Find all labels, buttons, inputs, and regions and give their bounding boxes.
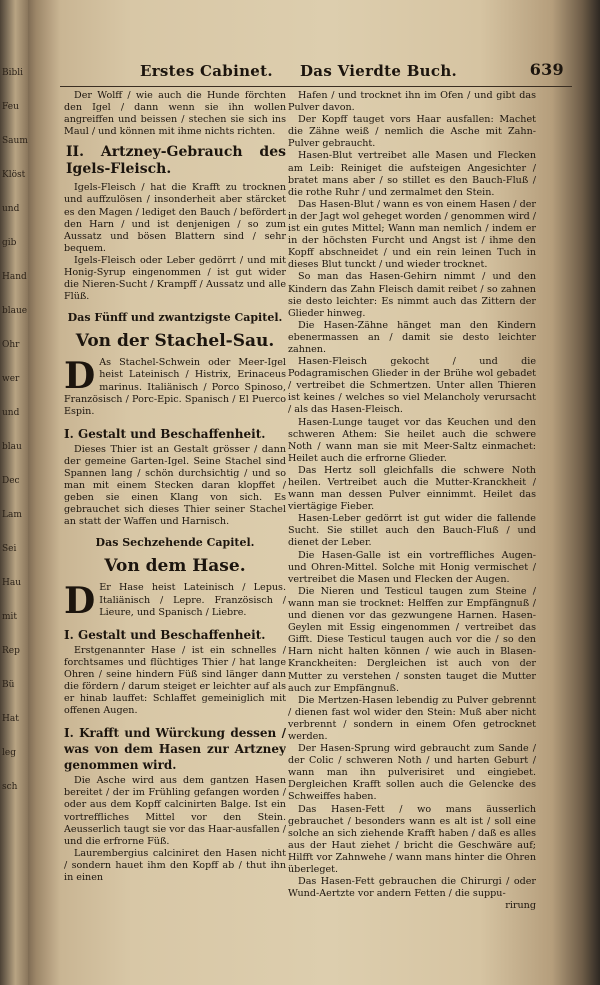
paragraph: Die Asche wird aus dem gantzen Hasen bereitet / der im Frühling gefangen worden / oder aus dem Kopff calcinirten Balge. Ist ein vortreffliches Mittel vor den Stein. Aeusserlich taugt sie vor das Haar-ausfallen / und die erfrorne Füß. — [64, 775, 286, 847]
paragraph: Hasen-Fleisch gekocht / und die Podagramischen Glieder in der Brühe wol gebadet / vertreibet die Schmertzen. Unter allen Thieren ist keines / welches so viel Melancholy verursacht / als das Hasen-Fleisch. — [288, 356, 536, 416]
paragraph: Hasen-Blut vertreibet alle Masen und Flecken am Leib: Reiniget die aufsteigen Angesichter / bratet mans aber / so stillet es den Bauch-Fluß / die rothe Ruhr / und zermalmet den Stein. — [288, 150, 536, 198]
running-header — [128, 60, 578, 86]
paragraph: Die Hasen-Zähne hänget man den Kindern ebenermassen an / damit sie desto leichter zahnen. — [288, 319, 536, 355]
catchword: rirung — [505, 900, 536, 912]
paragraph: Laurembergius calciniret den Hasen nicht / sondern hauet ihm den Kopff ab / thut ihn in einen — [64, 847, 286, 884]
margin-fragment: Hand — [2, 272, 27, 282]
drop-cap: D — [64, 355, 96, 398]
subsection-heading: I. Gestalt und Beschaffenheit. — [64, 627, 266, 642]
margin-fragment: gib — [2, 238, 17, 248]
margin-fragment: und — [2, 204, 20, 214]
paragraph: Der Hasen-Sprung wird gebraucht zum Sande / der Colic / schweren Noth / und harten Geburt / wann man ihn pulverisiret und eingiebet. Dergleichen Krafft sollen auch die Gelencke des Schweiffes haben. — [288, 743, 536, 803]
book-page — [32, 0, 582, 985]
paragraph: Der Wolff / wie auch die Hunde förchten den Igel / dann wenn sie ihn wollen angreiffen und beissen / stechen sie sich ins Maul / und können mit ihme nichts richten. — [64, 90, 286, 138]
paragraph: Die Hasen-Galle ist ein vortreffliches Augen- und Ohren-Mittel. Solche mit Honig vermischet / vertreibet die Masen und Flecken der Augen. — [288, 549, 536, 585]
margin-fragment: Rep — [2, 646, 20, 656]
margin-fragment: leg — [2, 748, 16, 758]
margin-fragment: mit — [2, 612, 18, 622]
paragraph: Die Nieren und Testicul taugen zum Steine / wann man sie trocknet: Helffen zur Empfängnuß / und dienen vor das gezwungene Harnen. Hasen-Geylen mit Essig eingenommen / vertreibet das Gifft. Diese Testicul taugen auch vor die / so den Harn nicht halten können / wie auch in Blasen-Kranckheiten: Dergleichen ist auch von der Mutter zu verstehen / sonsten tauget die Mutter auch zur Empfängnuß. — [288, 585, 536, 694]
margin-fragment: Dec — [2, 476, 20, 486]
margin-fragment: Saum — [2, 136, 28, 146]
margin-fragment: sch — [2, 782, 18, 792]
margin-fragment: Sei — [2, 544, 17, 554]
margin-fragment: Feu — [2, 102, 19, 112]
drop-cap: D — [64, 580, 96, 623]
subsection-heading: I. Gestalt und Beschaffenheit. — [64, 426, 266, 441]
page-number: 639 — [529, 60, 564, 79]
paragraph: Das Hertz soll gleichfalls die schwere Noth heilen. Vertreibet auch die Mutter-Kranckheit / wann man dessen Pulver einnimmt. Heilet das viertägige Fieber. — [288, 464, 536, 513]
margin-fragment: blau — [2, 442, 22, 452]
section-heading: II. Artzney-Gebrauch des Igels-Fleisch. — [66, 144, 286, 178]
paragraph: Das Hasen-Fett / wo mans äusserlich gebrauchet / besonders wann es alt ist / soll eine solche an sich ziehende Krafft haben / daß es alles aus der Haut ziehet / bricht die Geschwäre auf; Hilfft vor Zahnwehe / wann mans hinter die Ohren überleget. — [288, 803, 536, 875]
paragraph: So man das Hasen-Gehirn nimmt / und den Kindern das Zahn Fleisch damit reibet / so zahnen sie desto leichter: Es nimmt auch das Zittern der Glieder hinweg. — [288, 271, 536, 319]
paragraph: Dieses Thier ist an Gestalt grösser / dann der gemeine Garten-Igel. Seine Stachel sind Spannen lang / schön durchsichtig / und so man mit einem Stecken daran klopffet / geben sie einen Klang von sich. Es gebrauchet sich dieses Thier seiner Stachel an statt der Waffen und Harnisch. — [64, 443, 286, 528]
facing-page-margin — [0, 0, 28, 985]
paragraph-with-initial — [64, 580, 286, 623]
margin-fragment: Ohr — [2, 340, 20, 350]
paragraph: Igels-Fleisch / hat die Krafft zu trocknen und auffzulösen / insonderheit aber stärcket es den Magen / lediget den Bauch / befördert den Harn / und ist denjenigen / so zum Aussatz und bösen Blattern sind / sehr bequem. — [64, 182, 286, 254]
chapter-title: Von der Stachel-Sau. — [75, 331, 275, 352]
header-middle: Das Vierdte Buch. — [300, 62, 458, 80]
margin-fragment: Klöst — [2, 170, 26, 180]
paragraph: Das Hasen-Blut / wann es von einem Hasen / der in der Jagt wol geheget worden / genommen wird / ist ein gutes Mittel; Wann man nemlich / indem er in der höchsten Furcht und Angst ist / ihme den Kopff abschneidet / und ein rein leinen Tuch in dieses Blut tunckt / und wieder trocknet. — [288, 198, 536, 271]
paragraph-text: Er Hase heist Lateinisch / Lepus. Italiänisch / Lepre. Französisch / Lieure, und Spanisch / Liebre. — [99, 582, 286, 618]
paragraph-text: As Stachel-Schwein oder Meer-Igel heist Lateinisch / Histrix, Erinaceus marinus. Italiänisch / Porco Spinoso, Französisch / Porc-Epic. Spanisch / El Puerco Espin. — [64, 357, 286, 417]
margin-fragment: blaue — [2, 306, 28, 316]
margin-fragment: Bibli — [2, 68, 24, 78]
margin-fragment: Hau — [2, 578, 22, 588]
margin-fragment: und — [2, 408, 20, 418]
paragraph: Hasen-Leber gedörrt ist gut wider die fallende Sucht. Sie stillet auch den Bauch-Fluß / und dienet der Leber. — [288, 513, 536, 549]
right-column — [288, 90, 536, 970]
paragraph-with-initial — [64, 357, 286, 417]
chapter-title: Von dem Hase. — [104, 556, 246, 577]
subsection-heading: I. Krafft und Würckung dessen / was von dem Hasen zur Artzney genommen wird. — [64, 726, 286, 773]
paragraph: Das Hasen-Fett gebrauchen die Chirurgi / oder Wund-Aertzte vor andern Fetten / die suppu- — [288, 876, 536, 900]
paragraph: Hafen / und trocknet ihn im Ofen / und gibt das Pulver davon. — [288, 90, 536, 114]
header-left: Erstes Cabinet. — [140, 62, 273, 80]
paragraph: Igels-Fleisch oder Leber gedörrt / und mit Honig-Syrup eingenommen / ist gut wider die Nieren-Sucht / Krampff / Aussatz und alle Flüß. — [64, 254, 286, 303]
margin-fragment: Hat — [2, 714, 19, 724]
margin-fragment: Lam — [2, 510, 22, 520]
margin-fragment: wer — [2, 374, 20, 384]
paragraph: Die Mertzen-Hasen lebendig zu Pulver gebrennt / dienen fast wol wider den Stein: Muß aber nicht verbrennt / sondern in einem Ofen getrocknet werden. — [288, 694, 536, 742]
paragraph: Der Kopff tauget vors Haar ausfallen: Machet die Zähne weiß / nemlich die Asche mit Zahn-Pulver gebraucht. — [288, 114, 536, 150]
header-rule — [60, 86, 572, 87]
chapter-heading: Das Sechzehende Capitel. — [95, 536, 255, 550]
paragraph: Erstgenannter Hase / ist ein schnelles / forchtsames und flüchtiges Thier / hat lange Ohren / seine hindern Füß sind länger dann die fördern / darum steiget er leichter auf als er hinab lauffet: Schlaffet gemeiniglich mit offenen Augen. — [64, 644, 286, 717]
left-column — [64, 90, 286, 970]
margin-fragment: Bü — [2, 680, 15, 690]
paragraph: Hasen-Lunge tauget vor das Keuchen und den schweren Athem: Sie heilet auch die schwere Noth / wann man sie mit Meer-Saltz einmachet: Heilet auch die erfrorne Glieder. — [288, 416, 536, 464]
chapter-heading: Das Fünff und zwantzigste Capitel. — [67, 311, 283, 325]
